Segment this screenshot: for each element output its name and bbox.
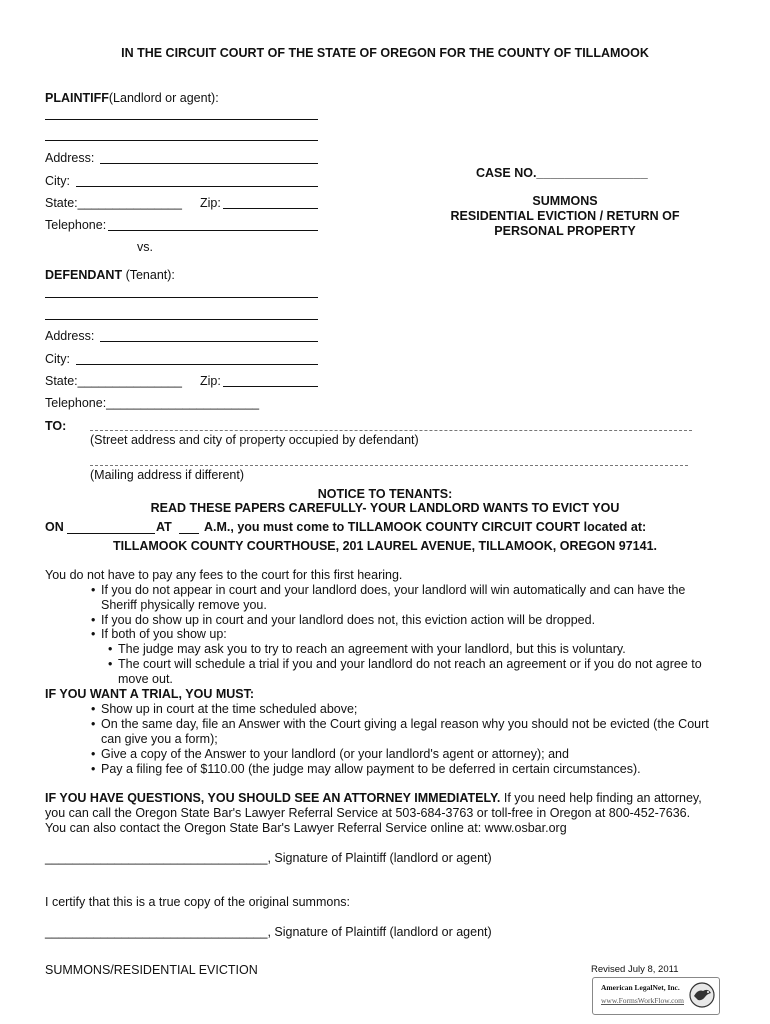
defendant-address-label: Address: [45, 329, 95, 343]
logo-website: www.FormsWorkFlow.com [601, 996, 685, 1005]
hearing-time-field[interactable] [179, 533, 199, 534]
to-label: TO: [45, 419, 67, 433]
summons-subtitle-1: RESIDENTIAL EVICTION / RETURN OF [450, 209, 680, 223]
versus-text: vs. [137, 240, 153, 254]
hearing-date-field[interactable] [67, 533, 155, 534]
revised-date: Revised July 8, 2011 [591, 964, 679, 975]
mailing-address-caption: (Mailing address if different) [90, 468, 245, 482]
plaintiff-state-label: State:_______________ [45, 196, 182, 210]
at-label: AT [156, 520, 172, 534]
referral-phone-text: you can call the Oregon State Bar's Lawyer Referral Service at 503-684-3763 or toll-free in Oregon at 800-452-7636. [45, 806, 691, 820]
plaintiff-telephone-label: Telephone: [45, 218, 107, 232]
street-address-field[interactable] [90, 430, 692, 431]
plaintiff-address-label: Address: [45, 151, 95, 165]
street-address-caption: (Street address and city of property occupied by defendant) [90, 433, 419, 447]
no-fees-text: You do not have to pay any fees to the court for this first hearing. [45, 568, 403, 582]
court-title: IN THE CIRCUIT COURT OF THE STATE OF OREGON FOR THE COUNTY OF TILLAMOOK [121, 46, 649, 60]
defendant-city-label: City: [45, 352, 70, 366]
certify-text: I certify that this is a true copy of the original summons: [45, 895, 350, 909]
plaintiff-address-field[interactable] [100, 163, 318, 164]
plaintiff-city-field[interactable] [76, 186, 318, 187]
defendant-zip-label: Zip: [200, 374, 221, 388]
list-item-continuation: Sheriff physically remove you. [101, 598, 267, 612]
summons-title: SUMMONS [532, 194, 598, 208]
plaintiff-signature-2[interactable]: ________________________________, Signature of Plaintiff (landlord or agent) [45, 925, 492, 939]
eagle-seal-icon [688, 981, 716, 1009]
list-item: • On the same day, file an Answer with the Court giving a legal reason why you should not be evicted (the Court [101, 717, 709, 731]
defendant-zip-field[interactable] [223, 386, 318, 387]
footer-form-name: SUMMONS/RESIDENTIAL EVICTION [45, 963, 258, 977]
trial-heading: IF YOU WANT A TRIAL, YOU MUST: [45, 687, 255, 701]
list-item: • If you do not appear in court and your landlord does, your landlord will win automatically and can have the [101, 583, 685, 597]
courthouse-address: TILLAMOOK COUNTY COURTHOUSE, 201 LAUREL AVENUE, TILLAMOOK, OREGON 97141. [112, 539, 658, 553]
sub-list-item-continuation: move out. [118, 672, 173, 686]
list-item-continuation: can give you a form); [101, 732, 218, 746]
publisher-logo[interactable] [592, 977, 720, 1015]
court-appearance-text: A.M., you must come to TILLAMOOK COUNTY CIRCUIT COURT located at: [204, 520, 647, 534]
sub-list-item: • The court will schedule a trial if you and your landlord do not reach an agreement or if you do not agree to [118, 657, 702, 671]
referral-online-text: You can also contact the Oregon State Bar's Lawyer Referral Service online at: www.osbar.org [45, 821, 567, 835]
defendant-state-label: State:_______________ [45, 374, 182, 388]
attorney-advice: IF YOU HAVE QUESTIONS, YOU SHOULD SEE AN ATTORNEY IMMEDIATELY. If you need help finding an attorney, [45, 791, 702, 805]
plaintiff-city-label: City: [45, 174, 70, 188]
list-item: • If both of you show up: [101, 627, 227, 641]
plaintiff-name-line-2[interactable] [45, 140, 318, 141]
logo-company: American LegalNet, Inc. [601, 983, 680, 992]
notice-heading: NOTICE TO TENANTS: [317, 487, 453, 501]
mailing-address-field[interactable] [90, 465, 688, 466]
sub-list-item: • The judge may ask you to try to reach an agreement with your landlord, but this is voluntary. [118, 642, 626, 656]
list-item: • Give a copy of the Answer to your landlord (or your landlord's agent or attorney); and [101, 747, 569, 761]
plaintiff-telephone-field[interactable] [108, 230, 318, 231]
plaintiff-label: PLAINTIFF(Landlord or agent): [45, 91, 219, 105]
list-item: • If you do show up in court and your landlord does not, this eviction action will be dropped. [101, 613, 595, 627]
case-number: CASE NO.________________ [476, 166, 648, 180]
notice-warning: READ THESE PAPERS CAREFULLY- YOUR LANDLORD WANTS TO EVICT YOU [150, 501, 620, 515]
plaintiff-name-line-1[interactable] [45, 119, 318, 120]
list-item: • Show up in court at the time scheduled above; [101, 702, 357, 716]
list-item: • Pay a filing fee of $110.00 (the judge may allow payment to be deferred in certain circumstances). [101, 762, 641, 776]
defendant-name-line-1[interactable] [45, 297, 318, 298]
plaintiff-zip-field[interactable] [223, 208, 318, 209]
summons-subtitle-2: PERSONAL PROPERTY [494, 224, 636, 238]
defendant-telephone-label: Telephone:______________________ [45, 396, 260, 410]
plaintiff-signature-1[interactable]: ________________________________, Signature of Plaintiff (landlord or agent) [45, 851, 492, 865]
defendant-label: DEFENDANT (Tenant): [45, 268, 175, 282]
defendant-address-field[interactable] [100, 341, 318, 342]
plaintiff-zip-label: Zip: [200, 196, 221, 210]
defendant-city-field[interactable] [76, 364, 318, 365]
defendant-name-line-2[interactable] [45, 319, 318, 320]
on-label: ON [45, 520, 64, 534]
